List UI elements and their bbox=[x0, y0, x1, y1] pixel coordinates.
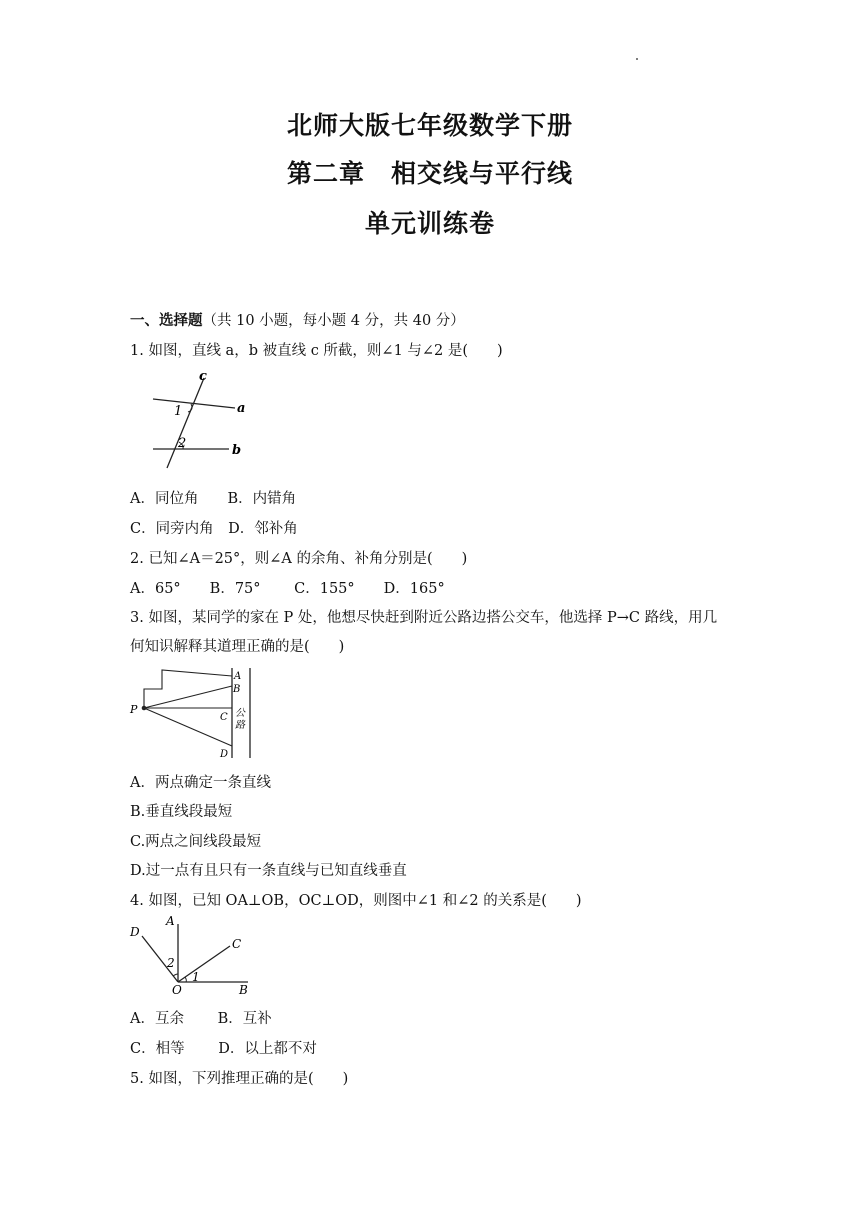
label-angle2: 2 bbox=[178, 436, 187, 451]
corner-dot bbox=[636, 58, 638, 60]
q4-options-row1: A．互余 B．互补 bbox=[130, 1011, 272, 1027]
angle2-arc bbox=[173, 974, 178, 976]
line-c bbox=[167, 378, 204, 468]
label-D: D bbox=[130, 925, 140, 939]
q4-options-row2: C．相等 D．以上都不对 bbox=[130, 1041, 317, 1057]
q4-figure bbox=[126, 912, 258, 998]
label-angle2: 2 bbox=[167, 956, 175, 970]
label-B: B bbox=[239, 983, 248, 997]
label-B: B bbox=[233, 684, 241, 695]
label-P: P bbox=[130, 703, 138, 716]
point-P bbox=[142, 706, 147, 711]
doc-title-line2: 第二章 相交线与平行线 bbox=[286, 159, 573, 188]
label-A: A bbox=[166, 914, 175, 928]
path-PD bbox=[144, 708, 232, 746]
label-c: c bbox=[199, 369, 207, 384]
q1-options-row1: A．同位角 B．内错角 bbox=[130, 491, 297, 507]
q2-stem: 2. 已知∠A＝25°，则∠A 的余角、补角分别是( ) bbox=[130, 551, 468, 567]
q1-figure bbox=[145, 368, 255, 472]
q3-figure bbox=[126, 664, 258, 762]
doc-title-line1: 北师大版七年级数学下册 bbox=[286, 111, 573, 140]
q2-options: A．65° B．75° C．155° D．165° bbox=[130, 581, 445, 597]
q3-stem-line1: 3. 如图，某同学的家在 P 处，他想尽快赶到附近公路边搭公交车，他选择 P→C 路线，用几 bbox=[130, 610, 718, 626]
road-label-1: 公 bbox=[235, 708, 245, 719]
label-b: b bbox=[232, 443, 242, 458]
q5-stem: 5. 如图，下列推理正确的是( ) bbox=[130, 1071, 349, 1087]
label-O: O bbox=[172, 983, 182, 997]
doc-title-line3: 单元训练卷 bbox=[364, 209, 495, 238]
q1-stem: 1. 如图，直线 a，b 被直线 c 所截，则∠1 与∠2 是( ) bbox=[130, 343, 503, 359]
section-title: 一、选择题 bbox=[130, 313, 203, 329]
q3-stem-line2: 何知识解释其道理正确的是( ) bbox=[130, 639, 345, 655]
label-a: a bbox=[237, 401, 246, 416]
section-heading bbox=[130, 309, 465, 330]
label-angle1: 1 bbox=[192, 970, 200, 984]
q3-option-a: A．两点确定一条直线 bbox=[130, 775, 271, 791]
road-label-2: 路 bbox=[235, 720, 245, 731]
label-A: A bbox=[234, 671, 242, 682]
label-D: D bbox=[220, 749, 229, 760]
q3-option-c: C.两点之间线段最短 bbox=[130, 834, 262, 850]
q3-option-d: D.过一点有且只有一条直线与已知直线垂直 bbox=[130, 863, 407, 879]
q3-option-b: B.垂直线段最短 bbox=[130, 804, 233, 820]
q1-options-row2: C．同旁内角 D．邻补角 bbox=[130, 521, 298, 537]
section-note: （共 10 小题，每小题 4 分，共 40 分） bbox=[202, 313, 465, 329]
angle1-arc bbox=[185, 977, 186, 982]
q4-stem: 4. 如图，已知 OA⊥OB，OC⊥OD，则图中∠1 和∠2 的关系是( ) bbox=[130, 893, 582, 909]
label-angle1: 1 bbox=[174, 404, 183, 419]
label-C: C bbox=[220, 712, 228, 723]
label-C: C bbox=[232, 937, 242, 951]
ray-OC bbox=[178, 946, 230, 982]
